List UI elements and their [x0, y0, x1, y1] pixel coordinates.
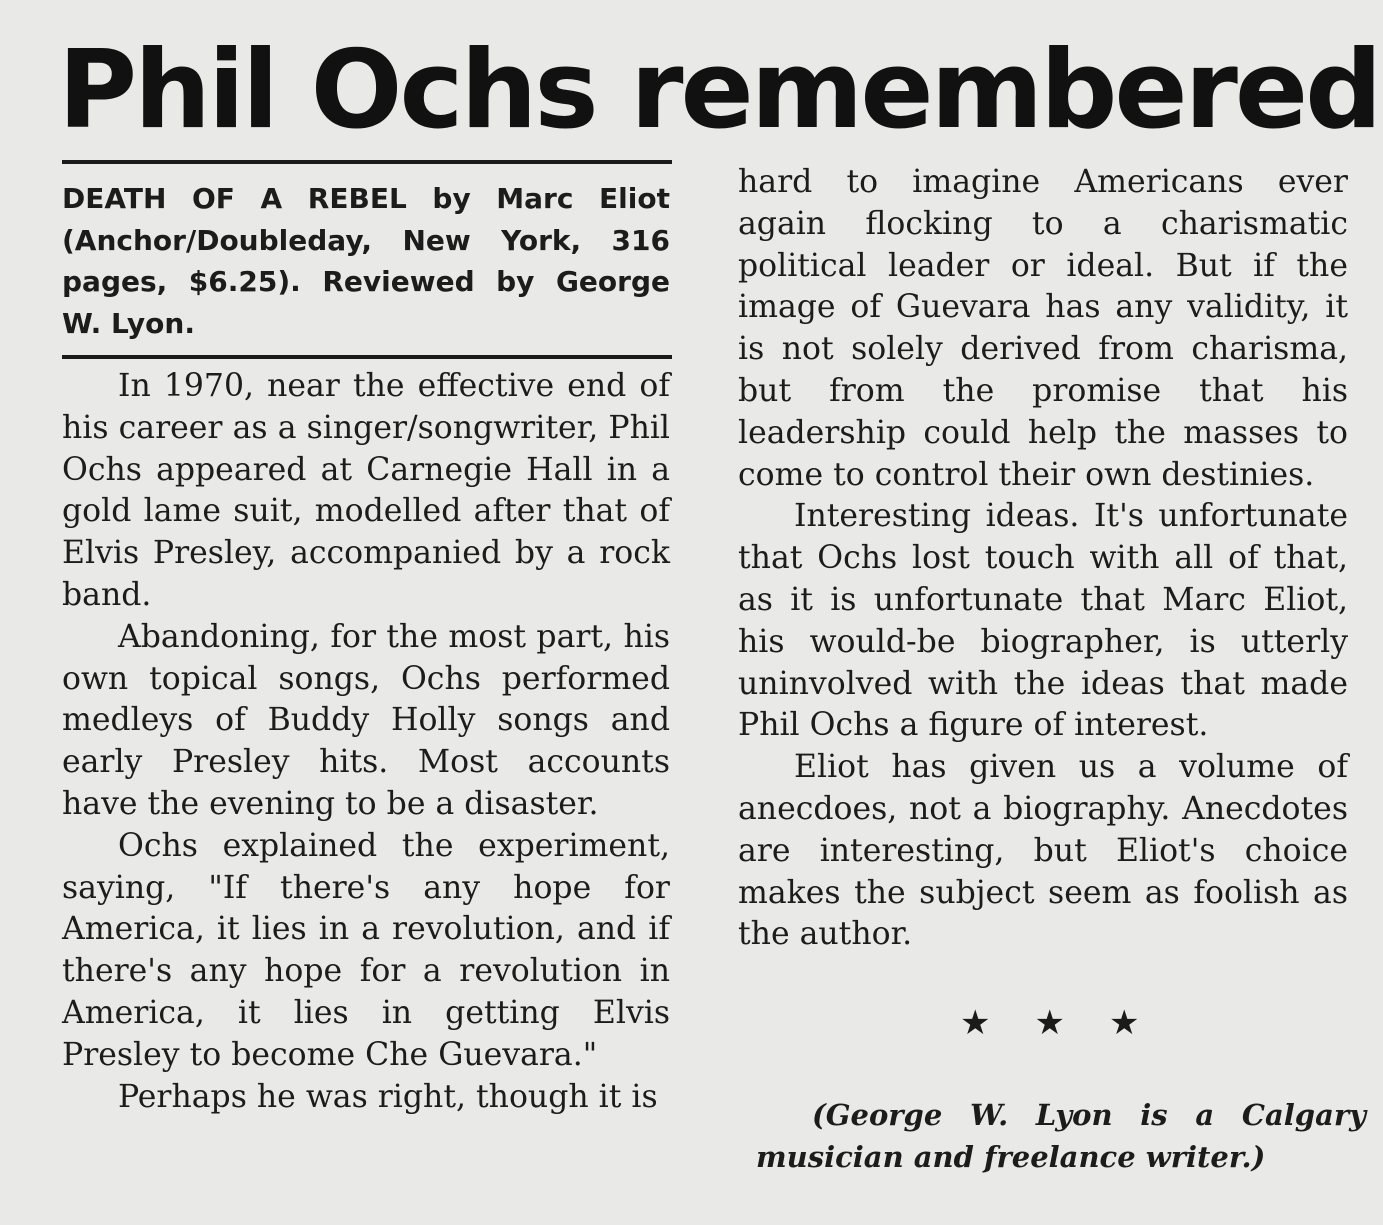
book-info: DEATH OF A REBEL by Marc Eliot (Anchor/Doubleday, New York, 316 pages, $6.25). Reviewed by George W. Lyon. — [62, 182, 670, 340]
right-column — [738, 162, 1348, 956]
paragraph: Perhaps he was right, though it is — [118, 1078, 658, 1115]
paragraph: In 1970, near the effective end of his career as a singer/songwriter, Phil Ochs appeared at Carnegie Hall in a gold lame suit, modelled after that of Elvis Presley, accompanied by a rock band. — [62, 368, 670, 613]
left-column — [62, 366, 670, 1118]
mid-rule — [62, 355, 672, 359]
paragraph: Ochs explained the experiment, saying, "If there's any hope for America, it lies in a revolution, and if there's any hope for a revolution in America, it lies in getting Elvis Presley to become Che Guevara." — [62, 827, 670, 1073]
paragraph: Eliot has given us a volume of anecdoes, not a biography. Anecdotes are interesting, but Eliot's choice makes the subject seem as foolish as the author. — [738, 749, 1348, 953]
paragraph: Interesting ideas. It's unfortunate that Ochs lost touch with all of that, as it is unfortunate that Marc Eliot, his would-be biographer, is utterly uninvolved with the ideas that made Phil Ochs a figure of interest. — [738, 498, 1348, 744]
top-rule — [62, 160, 672, 164]
paragraph: Abandoning, for the most part, his own topical songs, Ochs performed medleys of Buddy Holly songs and early Presley hits. Most accounts have the evening to be a disaster. — [62, 618, 670, 822]
star-separator: ★★★ — [960, 1003, 1184, 1043]
headline: Phil Ochs remembered — [58, 28, 1380, 153]
paragraph: hard to imagine Americans ever again flocking to a charismatic political leader or ideal. But if the image of Guevara has any validity, it is not solely derived from charisma, but from the promise that his leadership could help the masses to come to control their own destinies. — [738, 164, 1348, 493]
author-byline: (George W. Lyon is a Calgary musician and freelance writer.) — [756, 1098, 1366, 1174]
